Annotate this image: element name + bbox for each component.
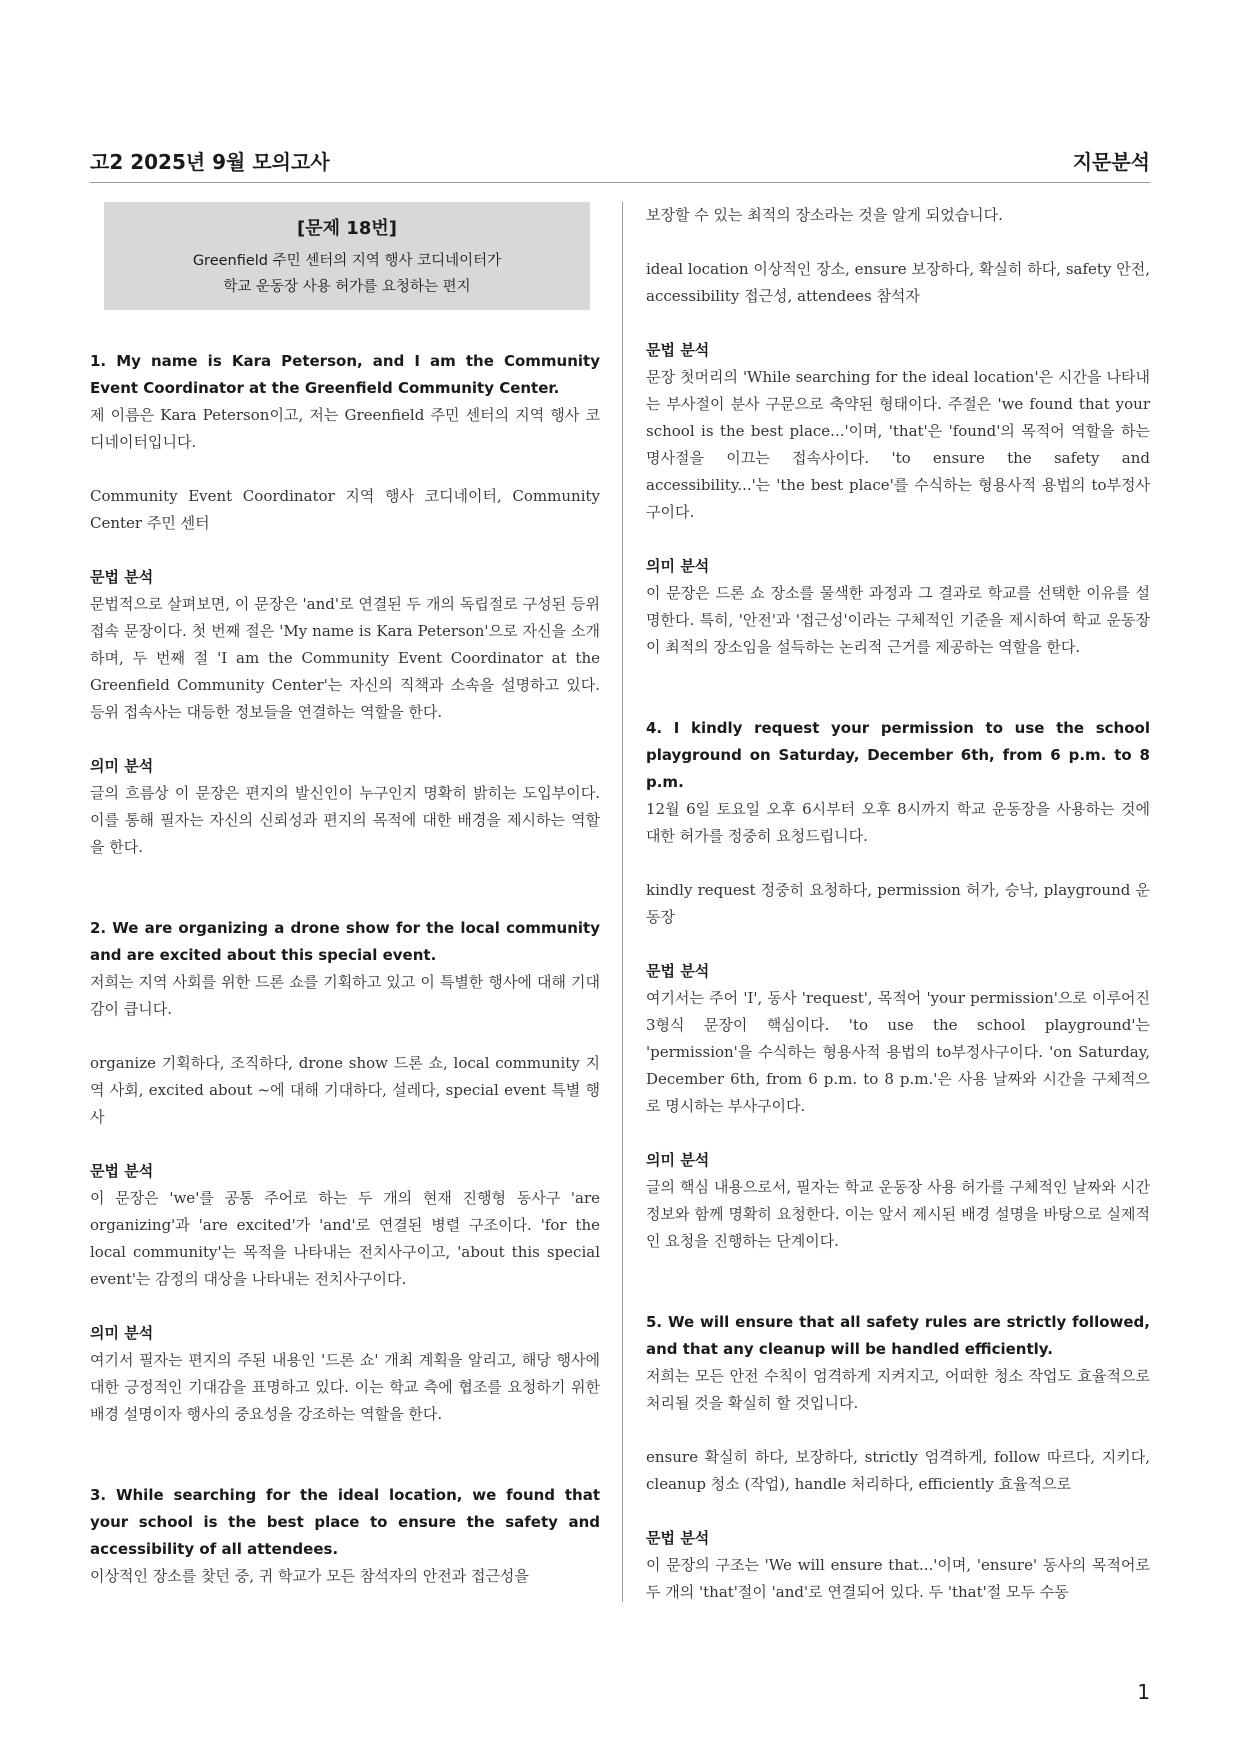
vocab-4: kindly request 정중히 요청하다, permission 허가, 승낙, playground 운동장 <box>646 881 1150 926</box>
question-number: [문제 18번] <box>297 218 397 239</box>
meaning-3: 이 문장은 드론 쇼 장소를 물색한 과정과 그 결과로 학교를 선택한 이유를 설명한다. 특히, '안전'과 '접근성'이라는 구체적인 기준을 제시하여 학교 운동장이 최적의 장소임을 설득하는 논리적 근거를 제공하는 역할을 한다. <box>646 584 1150 656</box>
exam-title: 고2 2025년 9월 모의고사 <box>90 150 330 174</box>
grammar-4: 여기서는 주어 'I', 동사 'request', 목적어 'your permission'으로 이루어진 3형식 문장이 핵심이다. 'to use the school playground'는 'permission'을 수식하는 형용사적 용법의 to부정사구이다. 'on Saturday, December 6th, from 6 p.m. to 8 p.m.'은 사용 날짜와 시간을 구체적으로 명시하는 부사구이다. <box>646 989 1150 1115</box>
meaning-label-2: 의미 분석 <box>90 1324 154 1342</box>
sentence-5: 5. We will ensure that all safety rules are strictly followed, and that any cleanup will be handled efficiently. <box>646 1313 1150 1358</box>
grammar-1: 문법적으로 살펴보면, 이 문장은 'and'로 연결된 두 개의 독립절로 구성된 등위 접속 문장이다. 첫 번째 절은 'My name is Kara Peterson'으로 자신을 소개하며, 두 번째 절 'I am the Community Event Coordinator at the Greenfield Community Center'는 자신의 직책과 소속을 설명하고 있다. 등위 접속사는 대등한 정보들을 연결하는 역할을 한다. <box>90 595 600 721</box>
grammar-label-2: 문법 분석 <box>90 1162 154 1180</box>
page-number: 1 <box>1137 1680 1150 1704</box>
meaning-4: 글의 핵심 내용으로서, 필자는 학교 운동장 사용 허가를 구체적인 날짜와 시간 정보와 함께 명확히 요청한다. 이는 앞서 제시된 배경 설명을 바탕으로 실제적인 요청을 진행하는 단계이다. <box>646 1178 1150 1250</box>
grammar-5: 이 문장의 구조는 'We will ensure that...'이며, 'ensure' 동사의 목적어로 두 개의 'that'절이 'and'로 연결되어 있다. 두 'that'절 모두 수동 <box>646 1556 1150 1601</box>
translation-5: 저희는 모든 안전 수칙이 엄격하게 지켜지고, 어떠한 청소 작업도 효율적으로 처리될 것을 확실히 할 것입니다. <box>646 1367 1150 1412</box>
grammar-label-3: 문법 분석 <box>646 341 710 359</box>
sentence-2: 2. We are organizing a drone show for the local community and are excited about this special event. <box>90 919 600 964</box>
vocab-1: Community Event Coordinator 지역 행사 코디네이터, Community Center 주민 센터 <box>90 487 600 532</box>
grammar-label-5: 문법 분석 <box>646 1529 710 1547</box>
meaning-label-1: 의미 분석 <box>90 757 154 775</box>
grammar-label-4: 문법 분석 <box>646 962 710 980</box>
translation-3b: 보장할 수 있는 최적의 장소라는 것을 알게 되었습니다. <box>646 206 1003 224</box>
sentence-4: 4. I kindly request your permission to use the school playground on Saturday, December 6th, from 6 p.m. to 8 p.m. <box>646 719 1150 791</box>
page-header <box>90 146 1150 183</box>
meaning-2: 여기서 필자는 편지의 주된 내용인 '드론 쇼' 개최 계획을 알리고, 해당 행사에 대한 긍정적인 기대감을 표명하고 있다. 이는 학교 측에 협조를 요청하기 위한 배경 설명이자 행사의 중요성을 강조하는 역할을 한다. <box>90 1351 600 1423</box>
meaning-label-3: 의미 분석 <box>646 557 710 575</box>
left-column <box>90 202 600 1590</box>
question-desc-line2: 학교 운동장 사용 허가를 요청하는 편지 <box>223 279 471 295</box>
section-label: 지문분석 <box>1072 150 1150 174</box>
vocab-2: organize 기획하다, 조직하다, drone show 드론 쇼, local community 지역 사회, excited about ~에 대해 기대하다, 설레다, special event 특별 행사 <box>90 1054 600 1126</box>
translation-2: 저희는 지역 사회를 위한 드론 쇼를 기획하고 있고 이 특별한 행사에 대해 기대감이 큽니다. <box>90 973 600 1018</box>
translation-3a: 이상적인 장소를 찾던 중, 귀 학교가 모든 참석자의 안전과 접근성을 <box>90 1567 529 1585</box>
meaning-label-4: 의미 분석 <box>646 1151 710 1169</box>
meaning-1: 글의 흐름상 이 문장은 편지의 발신인이 누구인지 명확히 밝히는 도입부이다. 이를 통해 필자는 자신의 신뢰성과 편지의 목적에 대한 배경을 제시하는 역할을 한다. <box>90 784 600 856</box>
translation-4: 12월 6일 토요일 오후 6시부터 오후 8시까지 학교 운동장을 사용하는 것에 대한 허가를 정중히 요청드립니다. <box>646 800 1150 845</box>
vocab-3: ideal location 이상적인 장소, ensure 보장하다, 확실히 하다, safety 안전, accessibility 접근성, attendees 참석자 <box>646 260 1150 305</box>
grammar-label-1: 문법 분석 <box>90 568 154 586</box>
grammar-2: 이 문장은 'we'를 공통 주어로 하는 두 개의 현재 진행형 동사구 'are organizing'과 'are excited'가 'and'로 연결된 병렬 구조이다. 'for the local community'는 목적을 나타내는 전치사구이고, 'about this special event'는 감정의 대상을 나타내는 전치사구이다. <box>90 1189 600 1288</box>
sentence-3: 3. While searching for the ideal location, we found that your school is the best place to ensure the safety and accessibility of all attendees. <box>90 1486 600 1558</box>
question-desc-line1: Greenfield 주민 센터의 지역 행사 코디네이터가 <box>192 253 502 269</box>
vocab-5: ensure 확실히 하다, 보장하다, strictly 엄격하게, follow 따르다, 지키다, cleanup 청소 (작업), handle 처리하다, efficiently 효율적으로 <box>646 1448 1150 1493</box>
question-box <box>104 202 590 310</box>
sentence-1: 1. My name is Kara Peterson, and I am the Community Event Coordinator at the Greenfield Community Center. <box>90 352 600 397</box>
right-column <box>646 202 1150 1606</box>
grammar-3: 문장 첫머리의 'While searching for the ideal location'은 시간을 나타내는 부사절이 분사 구문으로 축약된 형태이다. 주절은 'we found that your school is the best place...'이며, 'that'은 'found'의 목적어 역할을 하는 명사절을 이끄는 접속사이다. 'to ensure the safety and accessibility...'는 'the best place'를 수식하는 형용사적 용법의 to부정사구이다. <box>646 368 1150 521</box>
translation-1: 제 이름은 Kara Peterson이고, 저는 Greenfield 주민 센터의 지역 행사 코디네이터입니다. <box>90 406 600 451</box>
column-divider <box>622 202 623 1602</box>
